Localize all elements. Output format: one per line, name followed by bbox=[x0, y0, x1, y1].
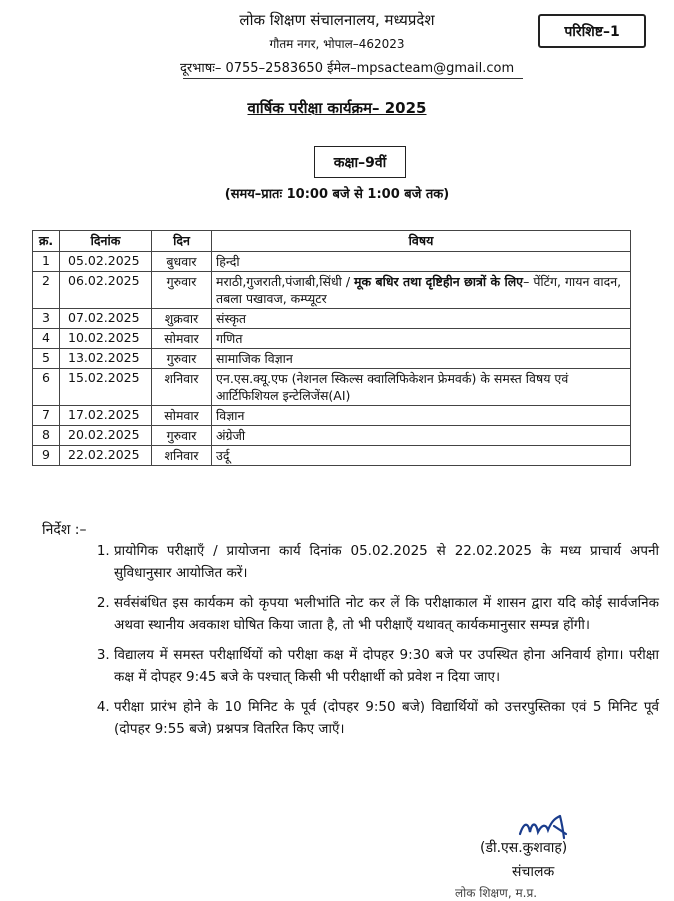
table-row bbox=[33, 446, 631, 466]
annexure-badge: परिशिष्ट–1 bbox=[538, 14, 646, 48]
subject-special-students: मूक बधिर तथा दृष्टिहीन छात्रों के लिए bbox=[354, 274, 524, 289]
row-serial: 3 bbox=[33, 309, 60, 329]
row-serial: 2 bbox=[33, 272, 60, 309]
table-row bbox=[33, 369, 631, 406]
row-serial: 5 bbox=[33, 349, 60, 369]
row-subject: एन.एस.क्यू.एफ (नेशनल स्किल्स क्वालिफिकेशन फ्रेमवर्क) के समस्त विषय एवं आर्टिफिशियल इन्टेलिजेंस(AI) bbox=[212, 369, 631, 406]
row-subject bbox=[212, 272, 631, 309]
cut-off-footer-text: लोक शिक्षण, म.प्र. bbox=[455, 886, 538, 900]
row-serial: 9 bbox=[33, 446, 60, 466]
class-label-box: कक्षा–9वीं bbox=[314, 146, 406, 178]
row-date: 07.02.2025 bbox=[60, 309, 152, 329]
row-day: गुरुवार bbox=[152, 426, 212, 446]
row-serial: 8 bbox=[33, 426, 60, 446]
header-serial: क्र. bbox=[33, 231, 60, 252]
signatory-name: (डी.एस.कुशवाह) bbox=[480, 840, 568, 856]
row-day: सोमवार bbox=[152, 406, 212, 426]
organization-address: गौतम नगर, भोपाल–462023 bbox=[269, 37, 405, 51]
instructions-list bbox=[90, 540, 659, 748]
instruction-item: 4. परीक्षा प्रारंभ होने के 10 मिनिट के पूर्व (दोपहर 9:50 बजे) विद्यार्थियों को उत्तरपुस्तिका एवं 5 मिनिट पूर्व (दोपहर 9:55 बजे) प्रश्नपत्र वितरित किए जाएँ। bbox=[114, 696, 659, 740]
row-day: गुरुवार bbox=[152, 272, 212, 309]
signatory-designation: संचालक bbox=[512, 864, 555, 880]
row-day: शुक्रवार bbox=[152, 309, 212, 329]
row-subject: उर्दू bbox=[212, 446, 631, 466]
row-date: 22.02.2025 bbox=[60, 446, 152, 466]
row-subject: संस्कृत bbox=[212, 309, 631, 329]
table-header-row bbox=[33, 231, 631, 252]
row-day: गुरुवार bbox=[152, 349, 212, 369]
header-subject: विषय bbox=[212, 231, 631, 252]
row-serial: 6 bbox=[33, 369, 60, 406]
row-date: 15.02.2025 bbox=[60, 369, 152, 406]
instruction-item: 3. विद्यालय में समस्त परीक्षार्थियों को परीक्षा कक्ष में दोपहर 9:30 बजे पर उपस्थित होना अनिवार्य होगा। परीक्षा कक्ष में दोपहर 9:45 बजे के पश्चात् किसी भी परीक्षार्थी को प्रवेश न दिया जाए। bbox=[114, 644, 659, 688]
row-subject: गणित bbox=[212, 329, 631, 349]
exam-timing: (समय–प्रातः 10:00 बजे से 1:00 बजे तक) bbox=[224, 187, 450, 202]
table-row bbox=[33, 309, 631, 329]
table-row bbox=[33, 349, 631, 369]
row-day: शनिवार bbox=[152, 446, 212, 466]
table-row bbox=[33, 272, 631, 309]
row-serial: 7 bbox=[33, 406, 60, 426]
table-row bbox=[33, 406, 631, 426]
instructions-heading: निर्देश :– bbox=[42, 522, 87, 538]
row-subject: हिन्दी bbox=[212, 252, 631, 272]
header-divider bbox=[183, 78, 523, 79]
subject-languages: मराठी,गुजराती,पंजाबी,सिंधी / bbox=[216, 274, 355, 289]
row-date: 10.02.2025 bbox=[60, 329, 152, 349]
header-day: दिन bbox=[152, 231, 212, 252]
row-day: शनिवार bbox=[152, 369, 212, 406]
row-subject: सामाजिक विज्ञान bbox=[212, 349, 631, 369]
row-date: 05.02.2025 bbox=[60, 252, 152, 272]
row-day: बुधवार bbox=[152, 252, 212, 272]
row-subject: अंग्रेजी bbox=[212, 426, 631, 446]
table-row bbox=[33, 329, 631, 349]
organization-name: लोक शिक्षण संचालनालय, मध्यप्रदेश bbox=[239, 11, 435, 29]
table-row bbox=[33, 426, 631, 446]
instruction-item: 1. प्रायोगिक परीक्षाएँ / प्रायोजना कार्य दिनांक 05.02.2025 से 22.02.2025 के मध्य प्राचार्य अपनी सुविधानुसार आयोजित करें। bbox=[114, 540, 659, 584]
document-title: वार्षिक परीक्षा कार्यक्रम– 2025 bbox=[247, 99, 427, 117]
header-date: दिनांक bbox=[60, 231, 152, 252]
row-serial: 1 bbox=[33, 252, 60, 272]
exam-schedule-table bbox=[32, 230, 631, 466]
contact-line: दूरभाषः– 0755–2583650 ईमेल–mpsacteam@gmail.com bbox=[180, 61, 515, 76]
row-subject: विज्ञान bbox=[212, 406, 631, 426]
row-date: 06.02.2025 bbox=[60, 272, 152, 309]
table-row bbox=[33, 252, 631, 272]
row-serial: 4 bbox=[33, 329, 60, 349]
instruction-item: 2. सर्वसंबंधित इस कार्यकम को कृपया भलीभांति नोट कर लें कि परीक्षाकाल में शासन द्वारा यदि कोई सार्वजनिक अथवा स्थानीय अवकाश घोषित किया जाता है, तो भी परीक्षाएँ यथावत् कार्यकमानुसार सम्पन्न होंगी। bbox=[114, 592, 659, 636]
row-day: सोमवार bbox=[152, 329, 212, 349]
row-date: 20.02.2025 bbox=[60, 426, 152, 446]
subject-special-list: – पेंटिंग, गायन वादन, तबला पखावज, कम्प्यूटर bbox=[216, 274, 622, 306]
row-date: 17.02.2025 bbox=[60, 406, 152, 426]
row-date: 13.02.2025 bbox=[60, 349, 152, 369]
